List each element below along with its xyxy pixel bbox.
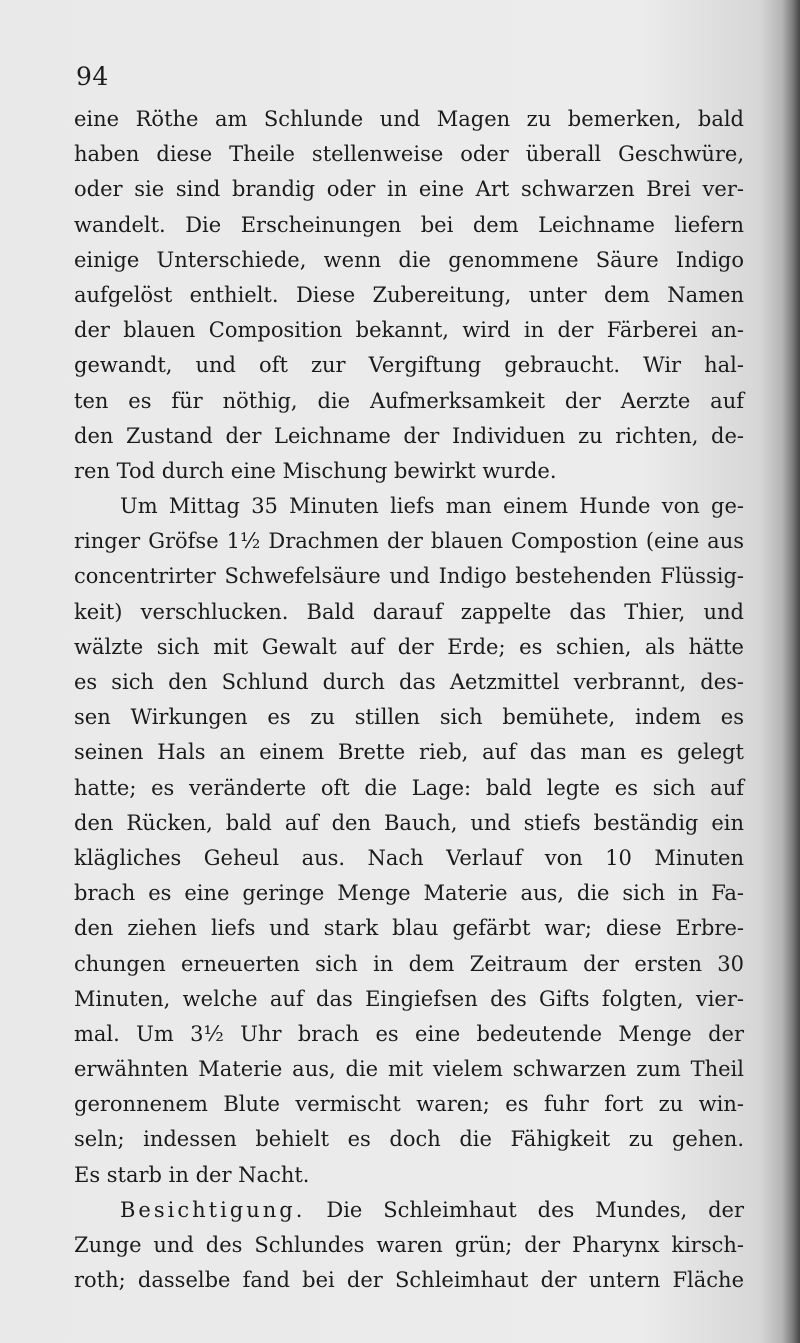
text-line: den ziehen liefs und stark blau gefärbt war; diese Erbre- bbox=[74, 916, 744, 941]
text-line: geronnenem Blute vermischt waren; es fuhr fort zu win- bbox=[74, 1092, 744, 1117]
text-line: den Zustand der Leichname der Individuen zu richten, de- bbox=[74, 423, 744, 448]
section-heading: Besichtigung. bbox=[120, 1197, 306, 1222]
text-line: mal. Um 3½ Uhr brach es eine bedeutende Menge der bbox=[74, 1021, 744, 1046]
text-line: aufgelöst enthielt. Diese Zubereitung, unter dem Namen bbox=[74, 282, 744, 307]
text-line: roth; dasselbe fand bei der Schleimhaut der untern Fläche bbox=[74, 1268, 744, 1293]
text-line: klägliches Geheul aus. Nach Verlauf von 10 Minuten bbox=[74, 845, 744, 870]
text-line: gewandt, und oft zur Vergiftung gebraucht. Wir hal- bbox=[74, 353, 744, 378]
text-line: sen Wirkungen es zu stillen sich bemühete, indem es bbox=[74, 705, 744, 730]
text-line: concentrirter Schwefelsäure und Indigo bestehenden Flüssig- bbox=[74, 564, 744, 589]
text-line: Um Mittag 35 Minuten liefs man einem Hunde von ge- bbox=[120, 494, 744, 519]
text-line: ren Tod durch eine Mischung bewirkt wurde. bbox=[74, 458, 557, 483]
text-line: brach es eine geringe Menge Materie aus, die sich in Fa- bbox=[74, 881, 744, 906]
text-line: eine Röthe am Schlunde und Magen zu bemerken, bald bbox=[74, 107, 744, 131]
text-fragment: Die Schleimhaut des Mundes, der bbox=[326, 1197, 744, 1222]
text-line: hatte; es veränderte oft die Lage: bald legte es sich auf bbox=[74, 775, 744, 800]
text-line: es sich den Schlund durch das Aetzmittel verbrannt, des- bbox=[74, 670, 744, 694]
binding-shadow bbox=[782, 0, 800, 1343]
paragraph-3 bbox=[74, 1193, 744, 1299]
text-line: haben diese Theile stellenweise oder überall Geschwüre, bbox=[74, 142, 744, 167]
text-line: seinen Hals an einem Brette rieb, auf das man es gelegt bbox=[74, 740, 744, 765]
text-line: seln; indessen behielt es doch die Fähigkeit zu gehen. bbox=[74, 1127, 744, 1152]
text-line: chungen erneuerten sich in dem Zeitraum der ersten 30 bbox=[74, 951, 744, 976]
body-text bbox=[74, 102, 744, 1298]
page-number: 94 bbox=[76, 62, 109, 91]
text-line: wandelt. Die Erscheinungen bei dem Leichname liefern bbox=[74, 212, 744, 237]
text-line: ringer Gröfse 1½ Drachmen der blauen Compostion (eine aus bbox=[74, 529, 744, 554]
paragraph-1 bbox=[74, 102, 744, 489]
text-line: keit) verschlucken. Bald darauf zappelte das Thier, und bbox=[74, 599, 744, 624]
text-line: oder sie sind brandig oder in eine Art schwarzen Brei ver- bbox=[74, 177, 744, 202]
text-line: der blauen Composition bekannt, wird in der Färberei an- bbox=[74, 318, 744, 343]
text-line: ten es für nöthig, die Aufmerksamkeit der Aerzte auf bbox=[74, 388, 744, 413]
text-line: Zunge und des Schlundes waren grün; der Pharynx kirsch- bbox=[74, 1233, 744, 1257]
text-line: wälzte sich mit Gewalt auf der Erde; es schien, als hätte bbox=[74, 634, 744, 659]
text-line: Minuten, welche auf das Eingiefsen des Gifts folgten, vier- bbox=[74, 986, 744, 1011]
text-line: Es starb in der Nacht. bbox=[74, 1162, 310, 1187]
text-line: erwähnten Materie aus, die mit vielem schwarzen zum Theil bbox=[74, 1057, 744, 1082]
text-line: einige Unterschiede, wenn die genommene Säure Indigo bbox=[74, 247, 744, 272]
text-line bbox=[74, 1193, 744, 1228]
text-line: den Rücken, bald auf den Bauch, und stiefs beständig ein bbox=[74, 810, 744, 835]
paragraph-2 bbox=[74, 489, 744, 1193]
